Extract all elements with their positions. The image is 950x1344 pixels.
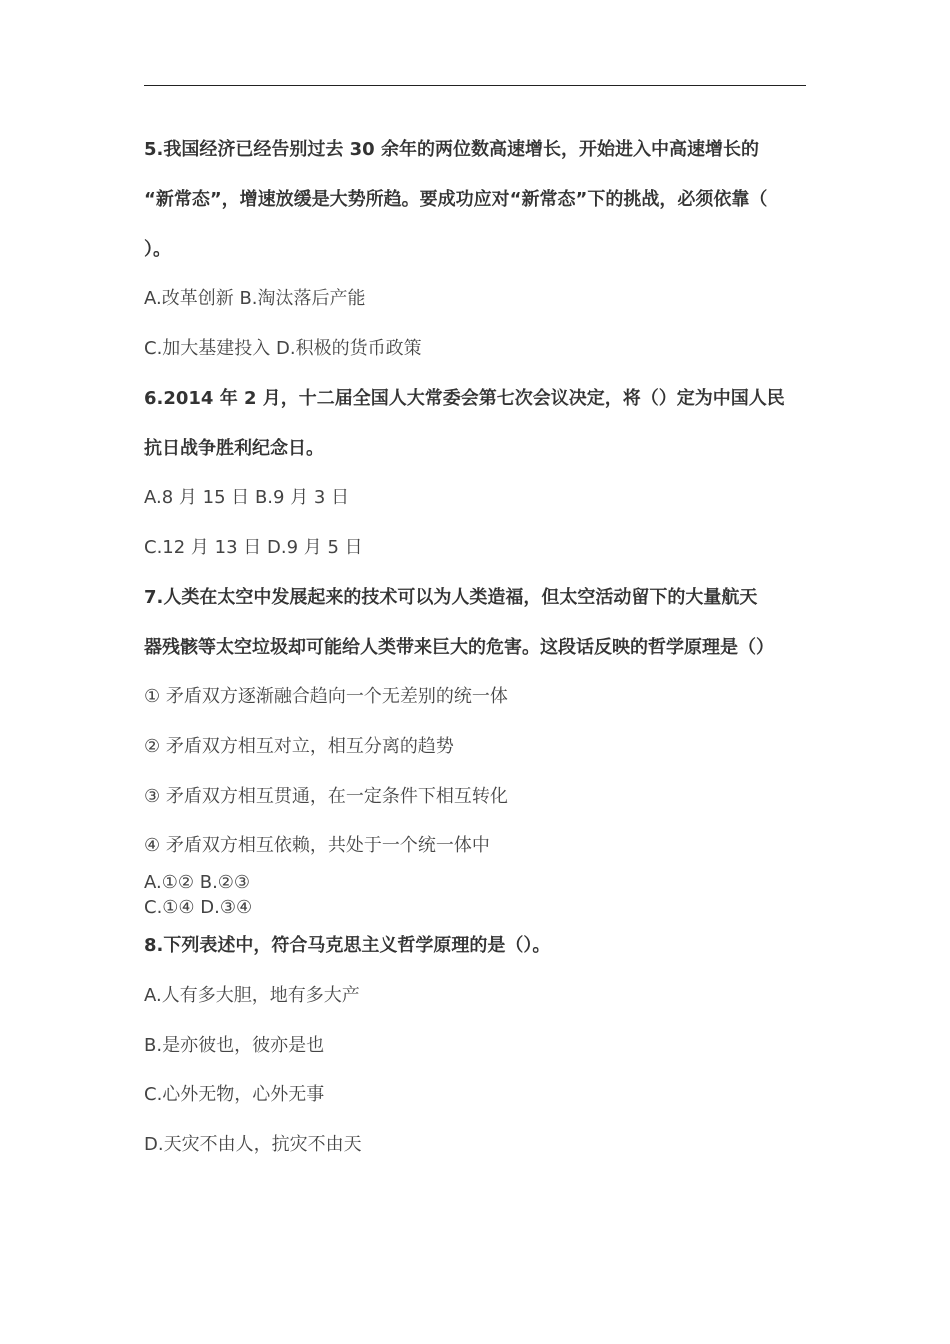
question-7-options-ab: A.①② B.②③	[144, 872, 251, 893]
question-7-line-1: 7.人类在太空中发展起来的技术可以为人类造福，但太空活动留下的大量航天	[144, 587, 758, 608]
question-8-option-a: A.人有多大胆，地有多大产	[144, 985, 360, 1006]
header-rule	[144, 85, 806, 86]
question-7-line-2: 器残骸等太空垃圾却可能给人类带来巨大的危害。这段话反映的哲学原理是（）	[144, 637, 774, 658]
question-7-options-cd: C.①④ D.③④	[144, 897, 253, 918]
question-5-options-cd: C.加大基建投入 D.积极的货币政策	[144, 338, 422, 359]
question-6-line-2: 抗日战争胜利纪念日。	[144, 438, 324, 459]
question-5-line-3: ）。	[144, 239, 171, 260]
question-6-options-ab: A.8 月 15 日 B.9 月 3 日	[144, 487, 350, 508]
question-8-option-b: B.是亦彼也，彼亦是也	[144, 1035, 325, 1056]
question-6-options-cd: C.12 月 13 日 D.9 月 5 日	[144, 537, 363, 558]
question-7-statement-1: ① 矛盾双方逐渐融合趋向一个无差别的统一体	[144, 686, 508, 707]
question-8-option-c: C.心外无物，心外无事	[144, 1084, 325, 1105]
question-7-statement-3: ③ 矛盾双方相互贯通，在一定条件下相互转化	[144, 786, 508, 807]
question-5-options-ab: A.改革创新 B.淘汰落后产能	[144, 288, 366, 309]
question-5-line-1: 5.我国经济已经告别过去 30 余年的两位数高速增长，开始进入中高速增长的	[144, 139, 759, 160]
question-6-line-1: 6.2014 年 2 月，十二届全国人大常委会第七次会议决定，将（）定为中国人民	[144, 388, 785, 409]
question-7-statement-4: ④ 矛盾双方相互依赖，共处于一个统一体中	[144, 835, 490, 856]
question-8-line-1: 8.下列表述中，符合马克思主义哲学原理的是（）。	[144, 935, 551, 956]
question-8-option-d: D.天灾不由人，抗灾不由天	[144, 1134, 362, 1155]
question-7-statement-2: ② 矛盾双方相互对立，相互分离的趋势	[144, 736, 454, 757]
question-5-line-2: “新常态”，增速放缓是大势所趋。要成功应对“新常态”下的挑战，必须依靠（	[144, 189, 768, 210]
